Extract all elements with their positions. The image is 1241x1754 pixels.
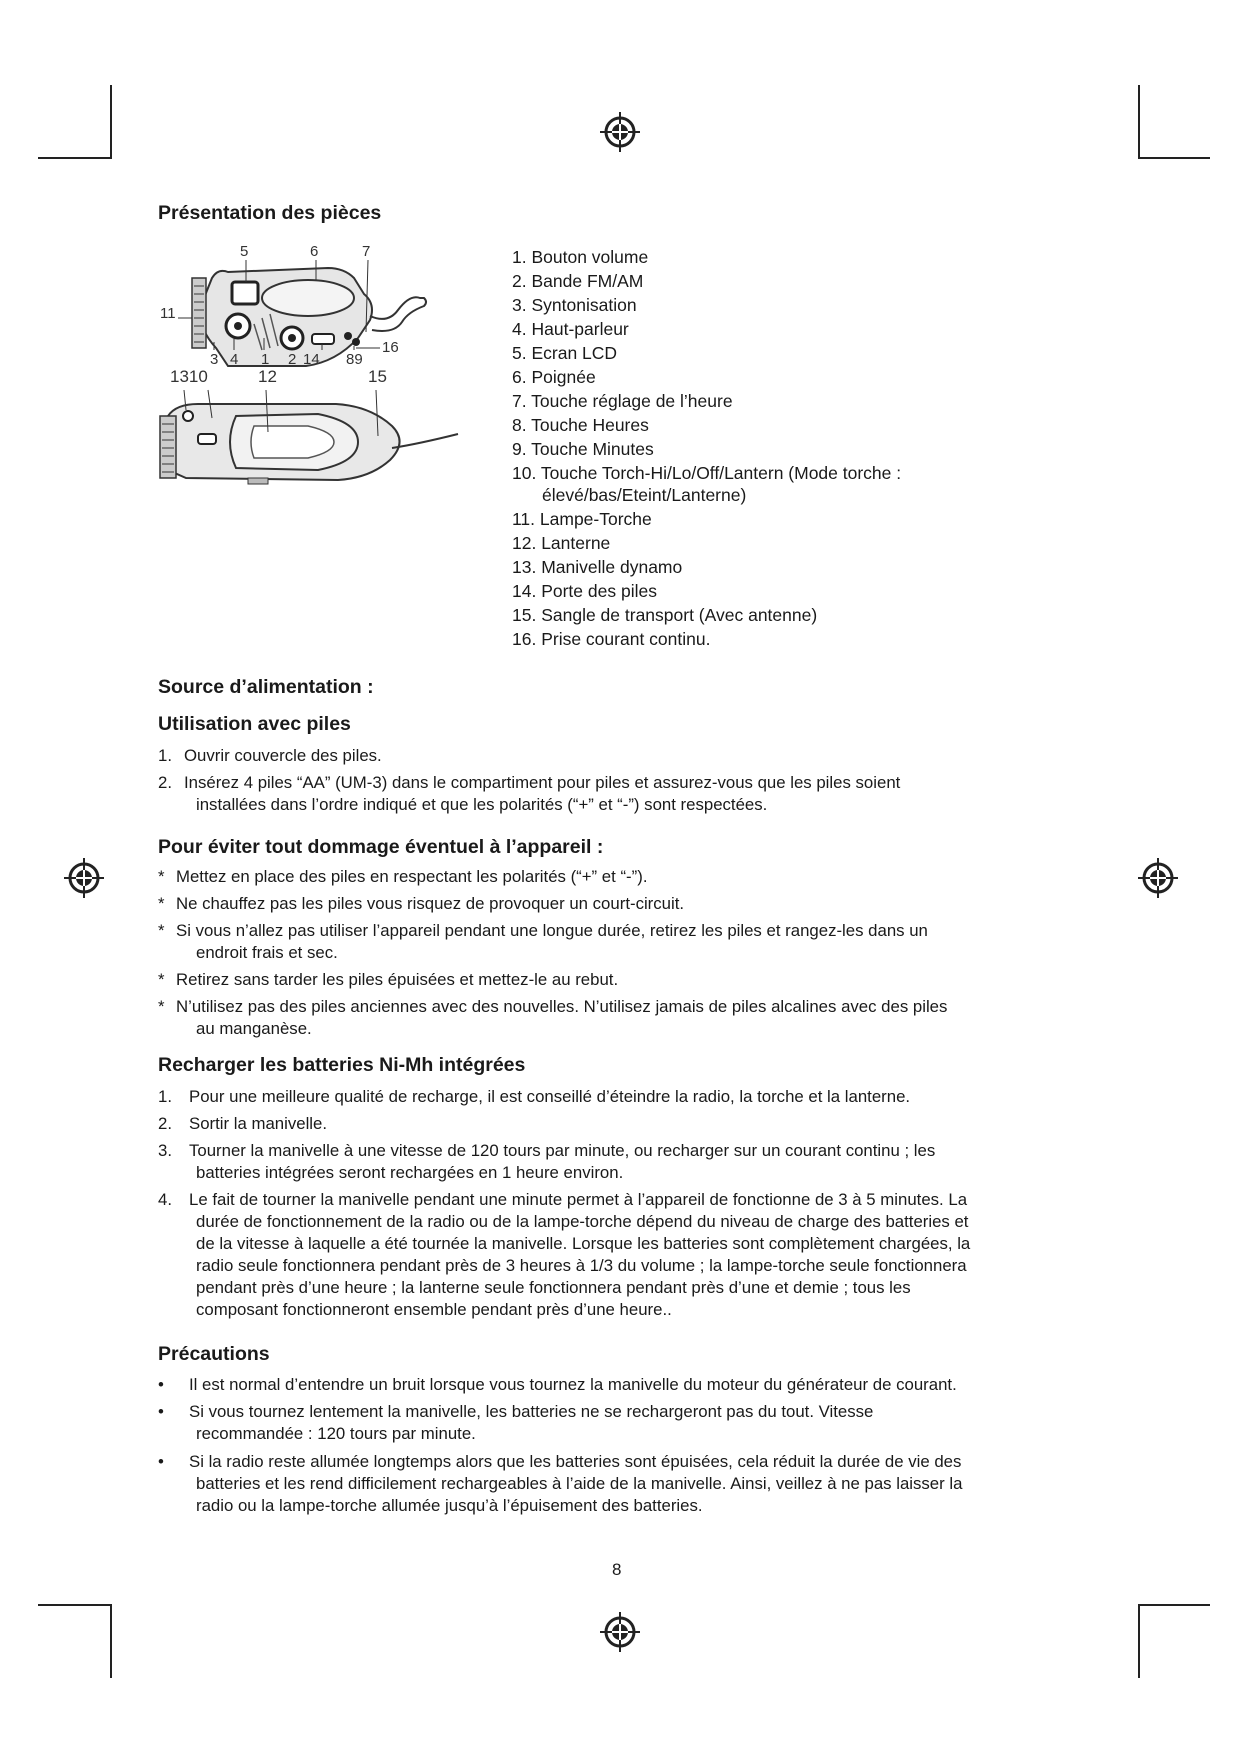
item-text: Sortir la manivelle. [189, 1114, 328, 1133]
item-text: Touche réglage de l’heure [531, 391, 733, 411]
item-number: 4. [512, 319, 527, 339]
parts-list-item [512, 342, 1072, 364]
parts-list-item [512, 604, 1072, 626]
parts-list-item [512, 294, 1072, 316]
crop-mark-br-v [1138, 1604, 1140, 1678]
parts-list-item [512, 270, 1072, 292]
item-text: Mettez en place des piles en respectant les polarités (“+” et “-”). [176, 867, 648, 886]
list-item [158, 1113, 1088, 1135]
item-text: Lanterne [541, 533, 611, 553]
bullet-marker: * [158, 867, 165, 886]
section-heading-precautions: Précautions [158, 1343, 270, 1365]
parts-list-item [512, 438, 1072, 460]
list-item [158, 1189, 1088, 1321]
list-item [158, 969, 1088, 991]
item-text: installées dans l’ordre indiqué et que les polarités (“+” et “-”) sont respectées. [196, 795, 768, 814]
item-text: Ecran LCD [531, 343, 618, 363]
parts-list-item [512, 246, 1072, 268]
parts-list-item [512, 462, 1072, 506]
item-number: 5. [512, 343, 527, 363]
crop-mark-br-h [1138, 1604, 1210, 1606]
item-number: 15. [512, 605, 537, 625]
item-text: Bouton volume [531, 247, 649, 267]
crop-mark-tr-h [1138, 157, 1210, 159]
figure-label: 14 [303, 351, 320, 368]
bullet-marker: • [158, 1402, 164, 1421]
registration-mark-icon [598, 110, 642, 154]
item-text: Si vous tournez lentement la manivelle, les batteries ne se rechargeront pas du tout. Vitesse [189, 1402, 874, 1421]
item-text: endroit frais et sec. [196, 943, 338, 962]
figure-label: 11 [160, 305, 176, 322]
item-text: élevé/bas/Eteint/Lanterne) [542, 485, 747, 505]
item-text: recommandée : 120 tours par minute. [196, 1424, 476, 1443]
list-item [158, 920, 1088, 964]
device-side-view [160, 404, 458, 484]
list-item [158, 1086, 1088, 1108]
item-text: Retirez sans tarder les piles épuisées et mettez-le au rebut. [176, 970, 619, 989]
item-number: 2. [158, 773, 172, 792]
list-item [158, 1374, 1088, 1396]
item-text: Manivelle dynamo [541, 557, 683, 577]
page-number: 8 [612, 1560, 622, 1579]
item-text: composant fonctionneront ensemble pendant près d’une heure.. [196, 1300, 672, 1319]
parts-list-item [512, 366, 1072, 388]
item-text: Bande FM/AM [531, 271, 644, 291]
item-text: Touche Heures [531, 415, 649, 435]
section-heading-parts: Présentation des pièces [158, 202, 382, 224]
item-text: Touche Minutes [531, 439, 654, 459]
item-text: Syntonisation [531, 295, 637, 315]
item-number: 1. [158, 746, 172, 765]
registration-mark-icon [598, 1610, 642, 1654]
bullet-marker: * [158, 894, 165, 913]
item-text: Touche Torch-Hi/Lo/Off/Lantern (Mode torche : [540, 463, 902, 483]
item-text: Il est normal d’entendre un bruit lorsque vous tournez la manivelle du moteur du générateur de courant. [189, 1375, 957, 1394]
figure-label: 15 [368, 367, 387, 386]
section-heading-recharge: Recharger les batteries Ni-Mh intégrées [158, 1054, 526, 1076]
parts-list-item [512, 508, 1072, 530]
figure-label: 12 [258, 367, 277, 386]
registration-mark-icon [62, 856, 106, 900]
figure-label: 6 [310, 243, 319, 260]
bullet-marker: • [158, 1375, 164, 1394]
list-item [158, 1451, 1088, 1517]
figure-label: 5 [240, 243, 249, 260]
section-heading-batteries: Utilisation avec piles [158, 713, 351, 735]
bullet-marker: • [158, 1452, 164, 1471]
figure-label: 1 [261, 351, 270, 368]
parts-list [512, 246, 1072, 652]
list-item [158, 866, 1088, 888]
item-number: 3. [158, 1141, 172, 1160]
item-text: Insérez 4 piles “AA” (UM-3) dans le compartiment pour piles et assurez-vous que les piles soient [184, 773, 901, 792]
item-number: 16. [512, 629, 537, 649]
item-number: 14. [512, 581, 537, 601]
item-number: 2. [512, 271, 527, 291]
item-number: 10. [512, 463, 537, 483]
item-text: Ouvrir couvercle des piles. [184, 746, 382, 765]
device-diagram [158, 238, 478, 550]
section-heading-damage: Pour éviter tout dommage éventuel à l’appareil : [158, 836, 604, 858]
item-number: 12. [512, 533, 537, 553]
figure-label: 2 [288, 351, 297, 368]
bullet-marker: * [158, 921, 165, 940]
section-heading-power: Source d’alimentation : [158, 676, 374, 698]
item-text: Sangle de transport (Avec antenne) [541, 605, 818, 625]
crop-mark-tl-v [110, 85, 112, 158]
item-text: Pour une meilleure qualité de recharge, il est conseillé d’éteindre la radio, la torche et la lanterne. [189, 1087, 911, 1106]
item-text: radio ou la lampe-torche allumée jusqu’à l’épuisement des batteries. [196, 1496, 703, 1515]
item-text: radio seule fonctionnera pendant près de 3 heures à 1/3 du volume ; la lampe-torche seule fonctionnera [196, 1256, 967, 1275]
item-text: N’utilisez pas des piles anciennes avec des nouvelles. N’utilisez jamais de piles alcalines avec des piles [176, 997, 948, 1016]
figure-label: 1310 [170, 367, 208, 386]
parts-list-item [512, 318, 1072, 340]
figure-label: 89 [346, 351, 363, 368]
item-text: Haut-parleur [531, 319, 629, 339]
item-number: 9. [512, 439, 527, 459]
figure-label: 7 [362, 243, 371, 260]
list-item [158, 996, 1088, 1040]
list-item [158, 745, 1088, 767]
item-number: 13. [512, 557, 537, 577]
parts-list-item [512, 628, 1072, 650]
item-text: Prise courant continu. [541, 629, 711, 649]
parts-list-item [512, 390, 1072, 412]
item-number: 11. [512, 509, 536, 529]
item-text: Porte des piles [541, 581, 657, 601]
parts-list-item [512, 414, 1072, 436]
item-text: batteries intégrées seront rechargées en 1 heure environ. [196, 1163, 624, 1182]
crop-mark-tr-v [1138, 85, 1140, 158]
item-number: 3. [512, 295, 527, 315]
item-text: Ne chauffez pas les piles vous risquez de provoquer un court-circuit. [176, 894, 685, 913]
registration-mark-icon [1136, 856, 1180, 900]
item-text: Le fait de tourner la manivelle pendant une minute permet à l’appareil de fonctionne de 3 à 5 minutes. La [189, 1190, 968, 1209]
list-item [158, 1140, 1088, 1184]
item-number: 1. [158, 1087, 172, 1106]
list-item [158, 772, 1088, 816]
list-item [158, 1401, 1088, 1445]
item-number: 7. [512, 391, 527, 411]
item-text: Poignée [531, 367, 596, 387]
parts-list-item [512, 556, 1072, 578]
item-text: de la vitesse à laquelle a été tournée la manivelle. Lorsque les batteries sont complètement chargées, la [196, 1234, 971, 1253]
crop-mark-tl-h [38, 157, 112, 159]
item-number: 6. [512, 367, 527, 387]
item-text: Tourner la manivelle à une vitesse de 120 tours par minute, ou recharger sur un courant continu ; les [189, 1141, 936, 1160]
figure-label: 3 [210, 351, 219, 368]
item-text: Lampe-Torche [539, 509, 652, 529]
item-text: pendant près d’une heure ; la lanterne seule fonctionnera pendant près d’une et demie ; tous les [196, 1278, 911, 1297]
parts-list-item [512, 532, 1072, 554]
parts-list-item [512, 580, 1072, 602]
bullet-marker: * [158, 997, 165, 1016]
crop-mark-bl-h [38, 1604, 112, 1606]
item-number: 4. [158, 1190, 172, 1209]
item-number: 8. [512, 415, 527, 435]
figure-label: 16 [382, 339, 399, 356]
item-number: 1. [512, 247, 527, 267]
item-text: durée de fonctionnement de la radio ou de la lampe-torche dépend du niveau de charge des batteries et [196, 1212, 969, 1231]
bullet-marker: * [158, 970, 165, 989]
item-text: Si vous n’allez pas utiliser l’appareil pendant une longue durée, retirez les piles et rangez-les dans un [176, 921, 928, 940]
item-text: au manganèse. [196, 1019, 312, 1038]
item-number: 2. [158, 1114, 172, 1133]
figure-label: 4 [230, 351, 239, 368]
crop-mark-bl-v [110, 1604, 112, 1678]
item-text: batteries et les rend difficilement rechargeables à l’aide de la manivelle. Ainsi, veillez à ne pas laisser la [196, 1474, 963, 1493]
item-text: Si la radio reste allumée longtemps alors que les batteries sont épuisées, cela réduit la durée de vie des [189, 1452, 962, 1471]
list-item [158, 893, 1088, 915]
